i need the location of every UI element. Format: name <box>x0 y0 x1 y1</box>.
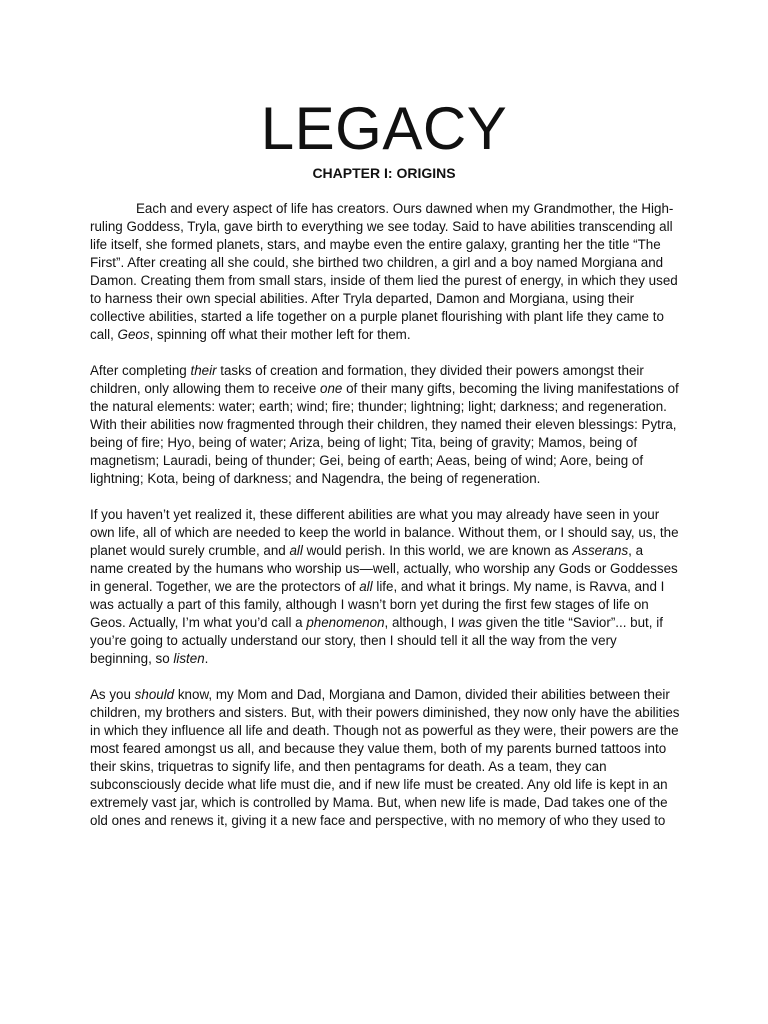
italic-text: should <box>134 687 175 702</box>
body-text <box>90 200 680 848</box>
paragraph-text: After completing <box>90 363 191 378</box>
paragraph-text: , although, I <box>384 615 459 630</box>
italic-text: listen <box>173 651 205 666</box>
paragraph <box>90 506 680 668</box>
chapter-heading: CHAPTER I: ORIGINS <box>312 165 456 181</box>
paragraph-text: As you <box>90 687 135 702</box>
paragraph <box>90 362 680 488</box>
paragraph-text: life, and what it brings. My name, is Ravva, and I was actually a part of this family, although I wasn’t born yet during the first few stages of life on Geos. Actually, I’m what you’d call a <box>90 579 665 630</box>
italic-text: was <box>458 615 483 630</box>
paragraph-text: know, my Mom and Dad, Morgiana and Damon, divided their abilities between their children, my brothers and sisters. But, with their powers diminished, they now only have the abilities in which they influence all life and death. Though not as powerful as they were, their powers are the most feared amongst us all, and because they value them, both of my parents burned tattoos into their skins, triquetras to signify life, and then pentagrams for death. As a team, they can subconsciously decide what life must die, and if new life must be created. Any old life is kept in an extremely vast jar, which is controlled by Mama. But, when new life is made, Dad takes one of the old ones and renews it, giving it a new face and perspective, with no memory of who they used to <box>90 687 680 828</box>
paragraph-text: given the title “Savior”... but, if you’re going to actually understand our story, then I should tell it all the way from the very beginning, so <box>90 615 663 666</box>
paragraph-text: , spinning off what their mother left for them. <box>149 327 411 342</box>
paragraph-text: If you haven’t yet realized it, these different abilities are what you may already have seen in your own life, all of which are needed to keep the world in balance. Without them, or I should say, us, the planet would surely crumble, and <box>90 507 679 558</box>
paragraph-text: would perish. In this world, we are known as <box>302 543 573 558</box>
paragraph-text: Each and every aspect of life has creators. Ours dawned when my Grandmother, the High-ruling Goddess, Tryla, gave birth to everything we see today. Said to have abilities transcending all life itself, she formed planets, stars, and maybe even the entire galaxy, granting her the title “The First”. After creating all she could, she birthed two children, a girl and a boy named Morgiana and Damon. Creating them from small stars, inside of them lied the purest of energy, in which they used to harness their own special abilities. After Tryla departed, Damon and Morgiana, using their collective abilities, started a life together on a purple planet flourishing with plant life they came to call, <box>90 201 678 342</box>
italic-text: Geos <box>117 327 150 342</box>
paragraph-text: of their many gifts, becoming the living manifestations of the natural elements: water; earth; wind; fire; thunder; lightning; light; darkness; and regeneration. With their abilities now fragmented through their children, they named their eleven blessings: Pytra, being of fire; Hyo, being of water; Ariza, being of light; Tita, being of gravity; Mamos, being of magnetism; Lauradi, being of thunder; Gei, being of earth; Aeas, being of wind; Aore, being of lightning; Kota, being of darkness; and Nagendra, the being of regeneration. <box>90 381 679 486</box>
paragraph <box>90 686 680 830</box>
paragraph-text: . <box>204 651 209 666</box>
paragraph <box>90 200 680 344</box>
italic-text: their <box>190 363 217 378</box>
italic-text: one <box>320 381 343 396</box>
italic-text: all <box>289 543 303 558</box>
paragraph-text: , a name created by the humans who worship us—well, actually, who worship any Gods or Goddesses in general. Together, we are the protectors of <box>90 543 678 594</box>
italic-text: all <box>359 579 373 594</box>
italic-text: phenomenon <box>306 615 385 630</box>
document-title: LEGACY <box>260 95 508 162</box>
italic-text: Asserans <box>572 543 629 558</box>
paragraph-text: tasks of creation and formation, they divided their powers amongst their children, only allowing them to receive <box>90 363 644 396</box>
